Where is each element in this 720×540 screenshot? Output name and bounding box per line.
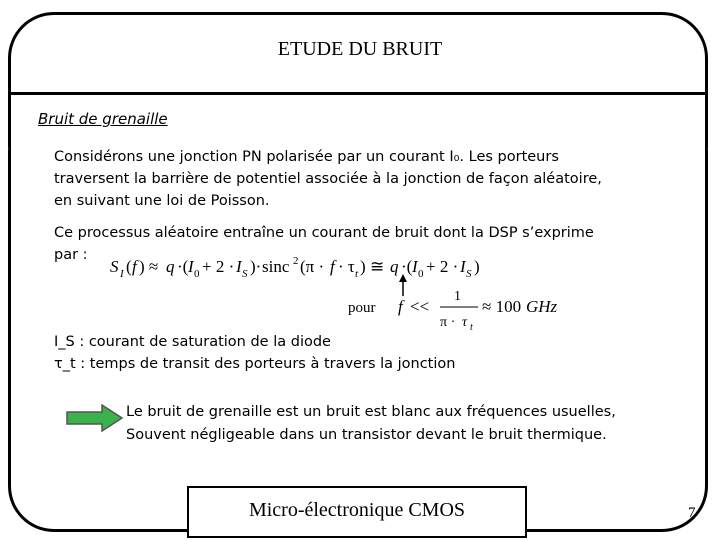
svg-text:pour: pour: [348, 300, 376, 316]
svg-text:· τ: · τ: [338, 257, 355, 276]
svg-text:q: q: [166, 257, 175, 276]
svg-text:0: 0: [418, 268, 424, 280]
paragraph-2-line-1: Ce processus aléatoire entraîne un courant de bruit dont la DSP s’exprime: [54, 225, 594, 241]
conclusion-line-1: Le bruit de grenaille est un bruit est blanc aux fréquences usuelles,: [126, 404, 616, 420]
paragraph-1-line-2: traversent la barrière de potentiel associée à la jonction de façon aléatoire,: [54, 171, 602, 187]
conclusion-line-2: Souvent négligeable dans un transistor devant le bruit thermique.: [126, 427, 607, 443]
svg-text:I: I: [188, 257, 194, 276]
conclusion-text: [126, 401, 616, 447]
svg-text:I: I: [120, 268, 124, 280]
svg-text:): ): [360, 257, 366, 276]
svg-text:2: 2: [293, 255, 299, 267]
svg-text:S: S: [466, 268, 472, 280]
svg-text:0: 0: [194, 268, 200, 280]
svg-text:+ 2 ·: + 2 ·: [202, 257, 235, 276]
svg-text:π ·: π ·: [440, 315, 456, 330]
svg-text:)·: )·: [250, 257, 262, 276]
section-heading: Bruit de grenaille: [38, 110, 168, 128]
footer-label: Micro-électronique CMOS: [248, 499, 466, 521]
svg-text:(: (: [126, 257, 132, 276]
svg-text:+ 2 ·: + 2 ·: [426, 257, 459, 276]
title-divider: [8, 92, 708, 95]
svg-text:≈ 100: ≈ 100: [482, 297, 522, 316]
svg-text:≅: ≅: [370, 257, 385, 276]
definition-tau: τ_t : temps de transit des porteurs à travers la jonction: [54, 356, 456, 372]
definition-is: I_S : courant de saturation de la diode: [54, 334, 331, 350]
svg-text:f: f: [132, 257, 137, 276]
svg-text:f: f: [330, 257, 335, 276]
paragraph-1-line-3: en suivant une loi de Poisson.: [54, 193, 270, 209]
svg-text:I: I: [460, 257, 466, 276]
svg-text:1: 1: [454, 289, 461, 304]
svg-text:I: I: [236, 257, 242, 276]
svg-text:τ: τ: [462, 315, 468, 330]
svg-text:<<: <<: [410, 297, 430, 316]
svg-text:f: f: [398, 297, 403, 316]
svg-text:t: t: [470, 322, 473, 333]
svg-text:(π ·: (π ·: [300, 257, 325, 276]
svg-text:): ): [474, 257, 480, 276]
svg-text:I: I: [412, 257, 418, 276]
paragraph-2-line-2: par :: [54, 247, 88, 263]
svg-text:q: q: [390, 257, 399, 276]
page-number: 7: [688, 505, 696, 521]
svg-text:sinc: sinc: [262, 257, 290, 276]
svg-text:) ≈: ) ≈: [139, 257, 159, 276]
svg-text:S: S: [242, 268, 248, 280]
paragraph-1-line-1: Considérons une jonction PN polarisée par un courant I₀. Les porteurs: [54, 149, 559, 165]
svg-text:S: S: [110, 257, 119, 276]
svg-text:·(: ·(: [401, 257, 413, 276]
dsp-formula: [110, 250, 570, 335]
svg-text:GHz: GHz: [526, 297, 558, 316]
slide-title: ETUDE DU BRUIT: [277, 38, 443, 60]
svg-text:t: t: [355, 268, 359, 280]
svg-text:·(: ·(: [177, 257, 189, 276]
right-arrow-icon: [66, 404, 124, 432]
